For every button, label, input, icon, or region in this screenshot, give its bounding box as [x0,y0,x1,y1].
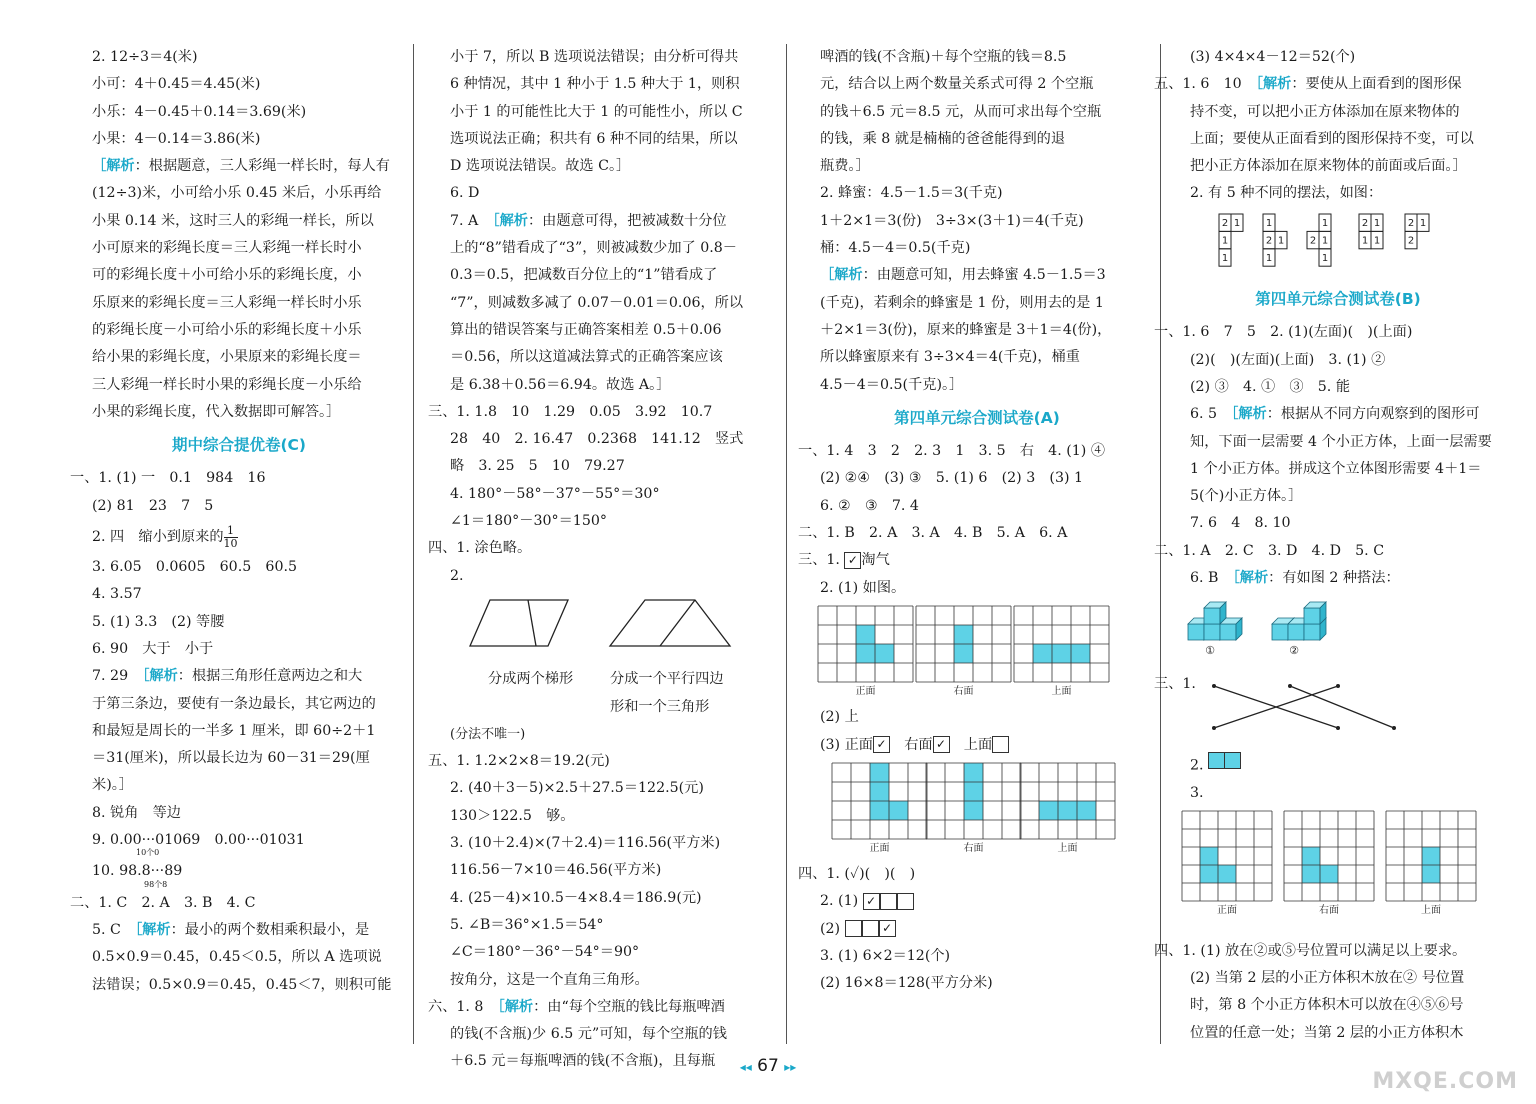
analysis-line: 把小正方体添加在原来物体的前面或后面。］ [1190,158,1467,175]
analysis-line: 是 6.38＋0.56＝6.94。故选 A。］ [450,376,671,393]
match-dot [1336,684,1340,688]
answer-line: 6. D [450,185,480,202]
analysis-text: ：根据三角形任意两边之和大 [177,668,363,685]
answer-line [1168,752,1508,780]
analysis-line [70,153,408,180]
arrangement-count: 1 [1373,217,1381,229]
answer-line: 4. (25－4)×10.5－4×8.4＝186.9(元) [450,889,702,906]
analysis-line: 小可原来的彩绳长度＝三人彩绳一样长时小 [92,240,362,257]
answer-line: 3. 6.05 0.0605 60.5 60.5 [92,559,298,576]
analysis-text: ：有如图 2 种搭法： [1268,570,1400,587]
answer-column-2 [428,44,780,1076]
analysis-line: ＋6.5 元＝每瓶啤酒的钱(不含瓶)，且每瓶 [450,1053,716,1070]
answer-line: (3) 4×4×4－12＝52(个) [1190,49,1356,65]
answer-line: 10. 98.8···89 [92,863,183,880]
answer-text: 6. 5 [1190,406,1232,423]
answer-line: 二、1. A 2. C 3. D 4. D 5. C [1154,542,1385,559]
answer-line: 130＞122.5 够。 [450,807,575,824]
answer-line: 二、1. B 2. A 3. A 4. B 5. A 6. A [798,525,1068,542]
analysis-line: 知，下面一层需要 4 个小正方体，上面一层需要 [1190,433,1492,450]
answer-line: 桶：4.5－4＝0.5(千克) [820,240,971,257]
answer-text: 7. A [450,212,493,229]
checkbox-empty [897,893,914,910]
answer-line [798,547,1156,574]
answer-line: 小果：4－0.14＝3.86(米) [92,130,261,147]
right-arrows-icon: ▸▸ [784,1060,797,1074]
answer-line: ∠C＝180°－36°－54°＝90° [450,944,640,961]
figure-caption-row [428,666,780,693]
figure-caption: 分成两个梯形 [488,671,574,688]
grid-filled-cell [1071,644,1090,663]
grid-label: 右面 [963,842,984,854]
analysis-line: ＋2×1＝3(份)，原来的蜂蜜是 3＋1＝4(份)， [820,321,1112,338]
answer-line: 7. 6 4 8. 10 [1190,515,1291,532]
arrangement-count: 2 [1265,235,1273,247]
arrangement-count: 1 [1221,235,1229,247]
checkbox-checked: ✓ [844,552,861,569]
arrangement-count: 1 [1321,235,1329,247]
answer-line: (2) 81 23 7 5 [92,497,214,514]
view-label: (3) 正面 [820,736,873,753]
analysis-line [1154,71,1508,98]
division-line [528,600,536,646]
matching-lines-svg [1198,678,1418,738]
answer-text: 7. 29 [92,668,143,685]
column-divider [413,44,414,1044]
checkbox-empty [862,920,879,937]
answer-line: 3. [1190,785,1204,802]
arrangement-count: 2 [1407,217,1415,229]
analysis-line: 法错误；0.5×0.9＝0.45，0.45＜7，则积可能 [92,976,392,993]
answer-line: 五、1. 1.2×2×8＝19.2(元) [428,753,610,770]
analysis-text: ：由“每个空瓶的钱比每瓶啤酒 [533,998,725,1015]
views-grid-svg [832,763,1132,854]
arrangement-count: 1 [1265,217,1273,229]
cube-label: ① [1205,644,1215,658]
watermark: MXQE.COM [1372,1069,1518,1094]
analysis-line: 的彩绳长度－小可给小乐的彩绳长度＋小乐 [92,321,362,338]
analysis-line: ＝31(厘米)，所以最长边为 60－31＝29(厘 [92,750,370,767]
answer-text: 5. C [92,921,136,938]
fraction-denominator: 10 [223,536,238,550]
brace-note: 98个8 [144,879,168,889]
match-line [1290,686,1394,728]
analysis-tag: ［解析 [1231,406,1267,423]
answer-line [798,916,1156,943]
analysis-line: (12÷3)米，小可给小乐 0.45 米后，小乐再给 [92,185,382,202]
figure-caption-row [428,694,780,721]
analysis-line: 小果 0.14 米，这时三人的彩绳一样长，所以 [92,212,374,229]
analysis-tag: ［解析 [820,267,863,284]
answer-text: 六、1. 8 [428,998,498,1015]
analysis-line: 和最短是周长的一半多 1 厘米，即 60÷2＋1 [92,722,376,739]
analysis-line: (千克)，若剩余的蜂蜜是 1 份，则用去的是 1 [820,294,1104,311]
answer-text: 淘气 [861,552,890,569]
grid-filled-cell [856,625,875,644]
analysis-line [70,917,408,944]
answer-line: 时，第 8 个小正方体积木可以放在④⑤⑥号 [1190,997,1464,1014]
grid-filled-cell [1320,865,1338,883]
grid-filled-cell [1058,801,1077,820]
cube-label: ② [1289,644,1299,658]
answer-line: (2)( )(左面)(上面) 3. (1) ② [1190,351,1386,368]
checkbox-empty [992,736,1009,753]
answer-line: 三、1. [1154,675,1196,692]
answer-line: 2. 有 5 种不同的摆法，如图： [1190,185,1383,202]
grid-label: 正面 [1217,905,1237,917]
analysis-line: 5(个)小正方体。］ [1190,488,1303,505]
answer-line: 2. 蜂蜜：4.5－1.5＝3(千克) [820,185,1003,202]
division-line [660,600,695,646]
analysis-line: 小果的彩绳长度，代入数据即可解答。］ [92,403,341,420]
answer-line: 28 40 2. 16.47 0.2368 141.12 竖式 [450,431,744,448]
checkbox-checked: ✓ [879,920,896,937]
answer-text: (2) [820,920,841,937]
grid-filled-cell [1218,865,1236,883]
analysis-line: 上面；要使从正面看到的图形保持不变，可以 [1190,130,1474,147]
analysis-line: 可的彩绳长度＋小可给小乐的彩绳长度，小 [92,267,362,284]
matching-lines-figure [1168,678,1508,748]
answer-line: 一、1. 6 7 5 2. (1)(左面)( )(上面) [1154,324,1413,341]
match-dot [1288,684,1292,688]
checkbox-checked: ✓ [873,736,890,753]
fraction-numerator: 1 [227,523,235,537]
grid-filled-cell [875,644,894,663]
cube-front [1220,624,1236,640]
answer-text: 2. [1190,757,1204,774]
analysis-line: 4.5－4＝0.5(千克)。］ [820,376,964,393]
grid-label: 正面 [869,842,890,854]
arrangement-count: 1 [1221,252,1229,264]
arrangement-figure [1168,212,1508,280]
match-dot [1336,726,1340,730]
checkbox-empty [880,893,897,910]
arrangement-count: 2 [1407,235,1415,247]
grid-filled-cell [1422,847,1440,865]
arrangement-count: 2 [1221,217,1229,229]
answer-line: 5. ∠B＝36°×1.5＝54° [450,916,604,933]
answer-line [798,732,1156,759]
analysis-line: 的钱＋6.5 元＝8.5 元，从而可求出每个空瓶 [820,103,1102,120]
grid-filled-cell [1200,847,1218,865]
grid-filled-cell [1302,847,1320,865]
grid-filled-cell [964,801,983,820]
cube-front [1204,624,1220,640]
answer-line: 一、1. (1) 一 0.1 984 16 [70,470,266,487]
arrangement-count: 1 [1321,252,1329,264]
answer-line: 4. 3.57 [92,586,142,603]
grid-filled-cell [1039,801,1058,820]
grid-filled-cell [889,801,908,820]
answer-line: 2. [450,567,464,584]
answer-line: 4. 180°－58°－37°－55°＝30° [450,485,660,502]
analysis-tag: ［解析 [1232,570,1269,587]
arrangement-count: 1 [1277,235,1285,247]
analysis-line [70,663,408,690]
answer-line [798,888,1156,915]
cube-front [1304,624,1320,640]
answer-text: 2. (1) [820,893,859,910]
analysis-line: 小于 1 的可能性比大于 1 的可能性小，所以 C [450,103,743,120]
analysis-line: 三人彩绳一样长时小果的彩绳长度－小乐给 [92,376,362,393]
analysis-text: ：根据从不同方向观察到的图形可 [1266,406,1480,423]
grid-label: 上面 [1421,905,1441,917]
left-arrows-icon: ◂◂ [739,1060,752,1074]
answer-text: 6. B [1190,570,1233,587]
analysis-line [1168,565,1508,592]
grid-label: 上面 [1057,842,1078,854]
grid-label: 上面 [1051,685,1072,697]
answer-line: 3. (10＋2.4)×(7＋2.4)＝116.56(平方米) [450,835,721,852]
match-dot [1392,726,1396,730]
answer-line: 位置的任意一处；当第 2 层的小正方体积木 [1190,1024,1464,1041]
answer-column-1 [70,44,408,999]
answer-line: 116.56－7×10＝46.56(平方米) [450,862,662,879]
analysis-text: ：由题意可得，把被减数十分位 [527,212,727,229]
grid-filled-cell [964,763,983,782]
analysis-line: 上的“8”错看成了“3”，则被减数少加了 0.8－ [450,240,737,257]
arrangement-count: 2 [1309,235,1317,247]
view-label: 上面 [963,736,993,753]
answer-line: (2) ③ 4. ① ③ 5. 能 [1190,378,1351,395]
analysis-line: 小于 7，所以 B 选项说法错误；由分析可得共 [450,49,739,65]
cube-front [1272,624,1288,640]
answer-line: ∠1＝180°－30°＝150° [450,513,607,530]
views-grid-figure-b [798,763,1156,857]
answer-line: 8. 锐角 等边 [92,804,181,821]
arrangement-count: 1 [1373,235,1381,247]
analysis-line: 所以蜂蜜原来有 3÷3×4＝4(千克)，桶重 [820,349,1080,366]
answer-line: 四、1. (1) 放在②或⑤号位置可以满足以上要求。 [1154,942,1467,959]
grid-filled-cell [1052,644,1071,663]
analysis-line: D 选项说法错误。故选 C。］ [450,158,631,175]
answer-line: 三、1. 1.8 10 1.29 0.05 3.92 10.7 [428,403,713,420]
cube-front [1288,624,1304,640]
analysis-line: 1 个小正方体。拼成这个立体图形需要 4＋1＝ [1190,460,1482,477]
analysis-line [428,208,780,235]
section-title: 第四单元综合测试卷(B) [1255,290,1421,309]
answer-line: 二、1. C 2. A 3. B 4. C [70,894,256,911]
answer-line: 略 3. 25 5 10 79.27 [450,458,625,475]
view-label: 右面 [904,736,933,753]
grid-filled-cell [870,782,889,801]
grid-filled-cell [870,763,889,782]
cube-stack-svg [1184,596,1384,656]
analysis-line [1168,401,1508,428]
answer-line: 1＋2×1＝3(份) 3÷3×(3＋1)＝4(千克) [820,212,1084,229]
views-grid-svg [818,606,1118,697]
checkbox-empty [845,920,862,937]
answer-line: 四、1. (✓)( )( ) [798,866,916,883]
cyan-squares [1208,752,1241,779]
arrangement-svg [1218,212,1458,270]
fraction [224,525,238,550]
shape-division-figure [428,594,780,662]
analysis-text: ：要使从上面看到的图形保 [1291,76,1462,93]
analysis-line: “7”，则减数多减了 0.07－0.01＝0.06，所以 [450,294,744,311]
answer-line: 2. 12÷3＝4(米) [92,49,198,65]
trapezoid-shape [610,600,730,646]
arrangement-count: 2 [1361,217,1369,229]
analysis-line: 元，结合以上两个数量关系式可得 2 个空瓶 [820,76,1094,93]
answer-column-4 [1154,44,1508,1047]
analysis-line: 啤酒的钱(不含瓶)＋每个空瓶的钱＝8.5 [820,49,1067,65]
analysis-line: 瓶费。］ [820,158,870,175]
grid-filled-cell [954,644,973,663]
analysis-tag: ［解析 [135,921,171,938]
section-title: 期中综合提优卷(C) [171,436,307,455]
arrangement-count: 1 [1265,252,1273,264]
views-grid-figure-a [798,606,1156,700]
analysis-text: ：最小的两个数相乘积最小，是 [170,921,370,938]
analysis-line: 6 种情况，其中 1 种小于 1.5 种大于 1，则积 [450,76,740,93]
cube-front [1188,624,1204,640]
answer-column-3 [798,44,1156,998]
analysis-text: ：由题意可知，用去蜂蜜 4.5－1.5＝3 [862,267,1106,284]
analysis-tag: ［解析 [92,158,135,175]
column-divider [786,44,787,1044]
grid-filled-cell [1077,801,1096,820]
grid-filled-cell [870,801,889,820]
grid-filled-cell [1302,865,1320,883]
answer-text: 五、1. 6 10 [1154,76,1256,93]
grid-label: 右面 [1319,905,1339,917]
analysis-line: 的钱(不含瓶)少 6.5 元”可知，每个空瓶的钱 [450,1026,727,1043]
answer-line: 6. ② ③ 7. 4 [820,497,919,514]
analysis-line: 的钱，乘 8 就是楠楠的爸爸能得到的退 [820,130,1066,147]
analysis-line [798,262,1156,289]
analysis-line: 0.3＝0.5，把减数百分位上的“1”错看成了 [450,267,718,284]
analysis-tag: ［解析 [142,668,178,685]
analysis-line: 持不变，可以把小正方体添加在原来物体的 [1190,103,1460,120]
analysis-line: 0.5×0.9＝0.45，0.45＜0.5，所以 A 选项说 [92,949,382,966]
section-title: 第四单元综合测试卷(A) [894,408,1060,427]
arrangement-count: 1 [1233,217,1241,229]
answer-line: 2. (40＋3－5)×2.5＋27.5＝122.5(元) [450,780,704,797]
figure-caption: 形和一个三角形 [610,698,710,715]
analysis-line: 乐原来的彩绳长度＝三人彩绳一样长时小乐 [92,294,362,311]
answer-line: (2) 16×8＝128(平方分米) [820,975,993,992]
analysis-line [428,994,780,1021]
arrangement-count: 1 [1361,235,1369,247]
grid-label: 正面 [855,685,876,697]
views-grid-figure-c [1168,811,1508,933]
analysis-text: ：根据题意，三人彩绳一样长时，每人有 [134,158,390,175]
answer-line: (分法不唯一) [450,726,526,742]
answer-line: (2) 当第 2 层的小正方体积木放在② 号位置 [1190,970,1465,987]
answer-line: 3. (1) 6×2＝12(个) [820,948,951,965]
analysis-tag: ［解析 [497,998,534,1015]
analysis-line: 算出的错误答案与正确答案相差 0.5＋0.06 [450,321,722,338]
cube-front [1304,608,1320,624]
analysis-line: 于第三条边，要使有一条边最长，其它两边的 [92,695,376,712]
cube-front [1204,608,1220,624]
answer-line: (2) ②④ (3) ③ 5. (1) 6 (2) 3 (3) 1 [820,470,1084,487]
analysis-line: 米)。］ [92,777,133,794]
answer-line: 小可：4＋0.45＝4.45(米) [92,76,261,93]
answer-line: 9. 0.00···01069 0.00···01031 [92,832,305,849]
figure-caption: 分成一个平行四边 [610,671,724,688]
cube-figure [1168,596,1508,666]
answer-line: 按角分，这是一个直角三角形。 [450,971,649,988]
grid-filled-cell [1200,865,1218,883]
match-dot [1212,726,1216,730]
arrangement-count: 1 [1321,217,1329,229]
checkbox-checked: ✓ [863,893,880,910]
analysis-line: ＝0.56，所以这道减法算式的正确答案应该 [450,349,723,366]
page-footer [0,1056,1536,1076]
grid-filled-cell [954,625,973,644]
grid-label: 右面 [953,685,974,697]
shape-division-svg [450,594,770,652]
answer-text: 三、1. [798,552,845,569]
answer-line: 5. (1) 3.3 (2) 等腰 [92,613,225,630]
arrangement-count: 1 [1419,217,1427,229]
page-number: 67 [757,1056,779,1076]
brace-note: 10个0 [136,848,160,858]
answer-line: 2. (1) 如图。 [820,579,906,596]
answer-line: 小乐：4－0.45＋0.14＝3.69(米) [92,103,307,120]
answer-line: 一、1. 4 3 2 2. 3 1 3. 5 右 4. (1) ④ [798,443,1106,460]
checkbox-checked: ✓ [933,736,950,753]
match-dot [1212,684,1216,688]
analysis-tag: ［解析 [492,212,528,229]
grid-filled-cell [964,782,983,801]
analysis-line: 选项说法正确；积共有 6 种不同的结果，所以 [450,130,738,147]
grid-filled-cell [1422,865,1440,883]
analysis-line: 给小果的彩绳长度，小果原来的彩绳长度＝ [92,349,362,366]
answer-text: 2. 四 缩小到原来的 [92,529,224,546]
answer-line: 四、1. 涂色略。 [428,540,532,557]
grid-filled-cell [856,644,875,663]
answer-line [70,520,408,554]
analysis-tag: ［解析 [1255,76,1292,93]
views-grid-svg [1182,811,1482,923]
grid-filled-cell [1033,644,1052,663]
answer-line: (2) 上 [820,709,859,726]
answer-line: 6. 90 大于 小于 [92,640,214,657]
parallelogram-shape [470,600,568,646]
